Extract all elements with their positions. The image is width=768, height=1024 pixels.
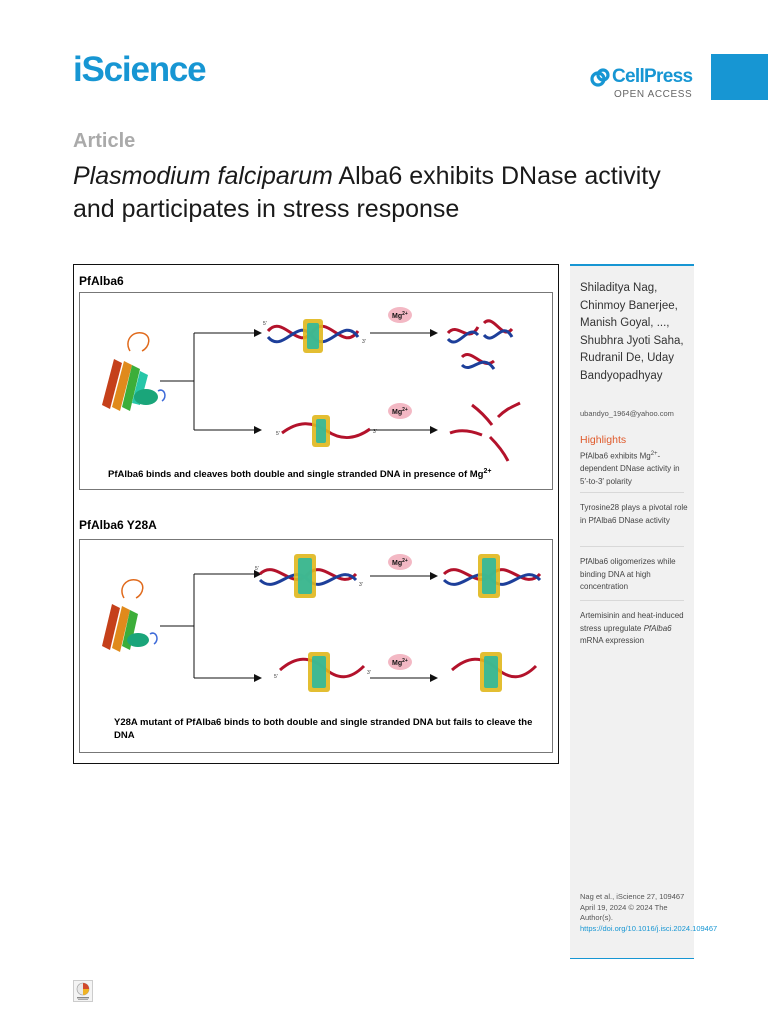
mg-label: $Mg^{2+}$ — [392, 558, 408, 567]
journal-logo: iScience — [73, 50, 206, 89]
protein-structure-icon — [102, 333, 165, 411]
citation: Nag et al., iScience 27, 109467 April 19, 2024 © 2024 The Author(s). https://doi.org/10.1016/j.isci.2024.109467 — [580, 892, 718, 933]
correspondence-email[interactable]: ubandyo_1964@yahoo.com — [580, 409, 674, 418]
panel1-figure — [80, 293, 552, 489]
strand-label: 5' — [276, 431, 280, 437]
highlight-item: Tyrosine28 plays a pivotal role in PfAlba6 DNase activity — [580, 503, 688, 525]
mutant-dsdna-bound-top — [260, 554, 356, 598]
graphical-abstract — [73, 264, 559, 764]
mutant-protein-structure-icon — [102, 580, 157, 652]
highlight-item: Artemisinin and heat-induced stress upregulate PfAlba6 mRNA expression — [580, 611, 684, 645]
publisher-name: CellPress — [612, 66, 693, 87]
cleaved-ssdna — [450, 403, 520, 461]
ssdna-bound-bottom — [282, 415, 370, 447]
mutant-dsdna-uncleaved-top — [444, 554, 540, 598]
highlight-divider — [580, 546, 684, 547]
dsdna-bound-top — [268, 319, 358, 353]
panel1-heading: PfAlba6 — [79, 274, 124, 288]
article-sidebar — [570, 264, 718, 959]
strand-label: 3' — [373, 429, 377, 435]
mg-label: $Mg^{2+}$ — [392, 658, 408, 667]
cleaved-dsdna — [448, 321, 512, 369]
article-type: Article — [73, 130, 136, 152]
strand-label: 5' — [274, 674, 278, 680]
article-title-rest: Alba6 exhibits DNase activity and participates in stress response — [73, 162, 661, 223]
mg-label: $Mg^{2+}$ — [392, 407, 408, 416]
highlights-heading: Highlights — [580, 434, 627, 446]
strand-label: 3' — [367, 670, 371, 676]
doi-link[interactable]: https://doi.org/10.1016/j.isci.2024.109467 — [580, 923, 718, 933]
crossmark-icon[interactable] — [73, 980, 93, 1002]
strand-label: 5' — [255, 566, 259, 572]
cellpress-logo-icon — [590, 68, 610, 88]
highlight-item: PfAlba6 exhibits $Mg^{2+}$-dependent DNase activity in 5′-to-3′ polarity — [580, 451, 680, 486]
panel2-caption: Y28A mutant of PfAlba6 binds to both double and single stranded DNA but fails to cleave the DNA — [114, 717, 533, 741]
strand-label: 5' — [263, 321, 267, 327]
open-access-label: OPEN ACCESS — [614, 89, 693, 100]
article-title — [73, 160, 663, 226]
panel1-caption: PfAlba6 binds and cleaves both double and single stranded DNA in presence of $Mg^{2+}$ — [108, 468, 492, 481]
panel2 — [79, 539, 553, 753]
strand-label: 3' — [359, 582, 363, 588]
article-title-species: Plasmodium falciparum — [73, 162, 333, 190]
panel2-heading: PfAlba6 Y28A — [79, 518, 157, 532]
highlight-item: PfAlba6 oligomerizes while binding DNA at high concentration — [580, 557, 676, 591]
strand-label: 3' — [362, 339, 366, 345]
mutant-ssdna-bound-bottom — [280, 652, 364, 692]
mg-label: $Mg^{2+}$ — [392, 311, 408, 320]
highlight-divider — [580, 492, 684, 493]
author-list[interactable]: Shiladitya Nag, Chinmoy Banerjee, Manish Goyal, ..., Shubhra Jyoti Saha, Rudranil De, Uday Bandyopadhyay — [580, 282, 684, 382]
highlight-divider — [580, 600, 684, 601]
panel1 — [79, 292, 553, 490]
corner-accent — [711, 54, 768, 100]
mutant-ssdna-uncleaved-bottom — [452, 652, 536, 692]
